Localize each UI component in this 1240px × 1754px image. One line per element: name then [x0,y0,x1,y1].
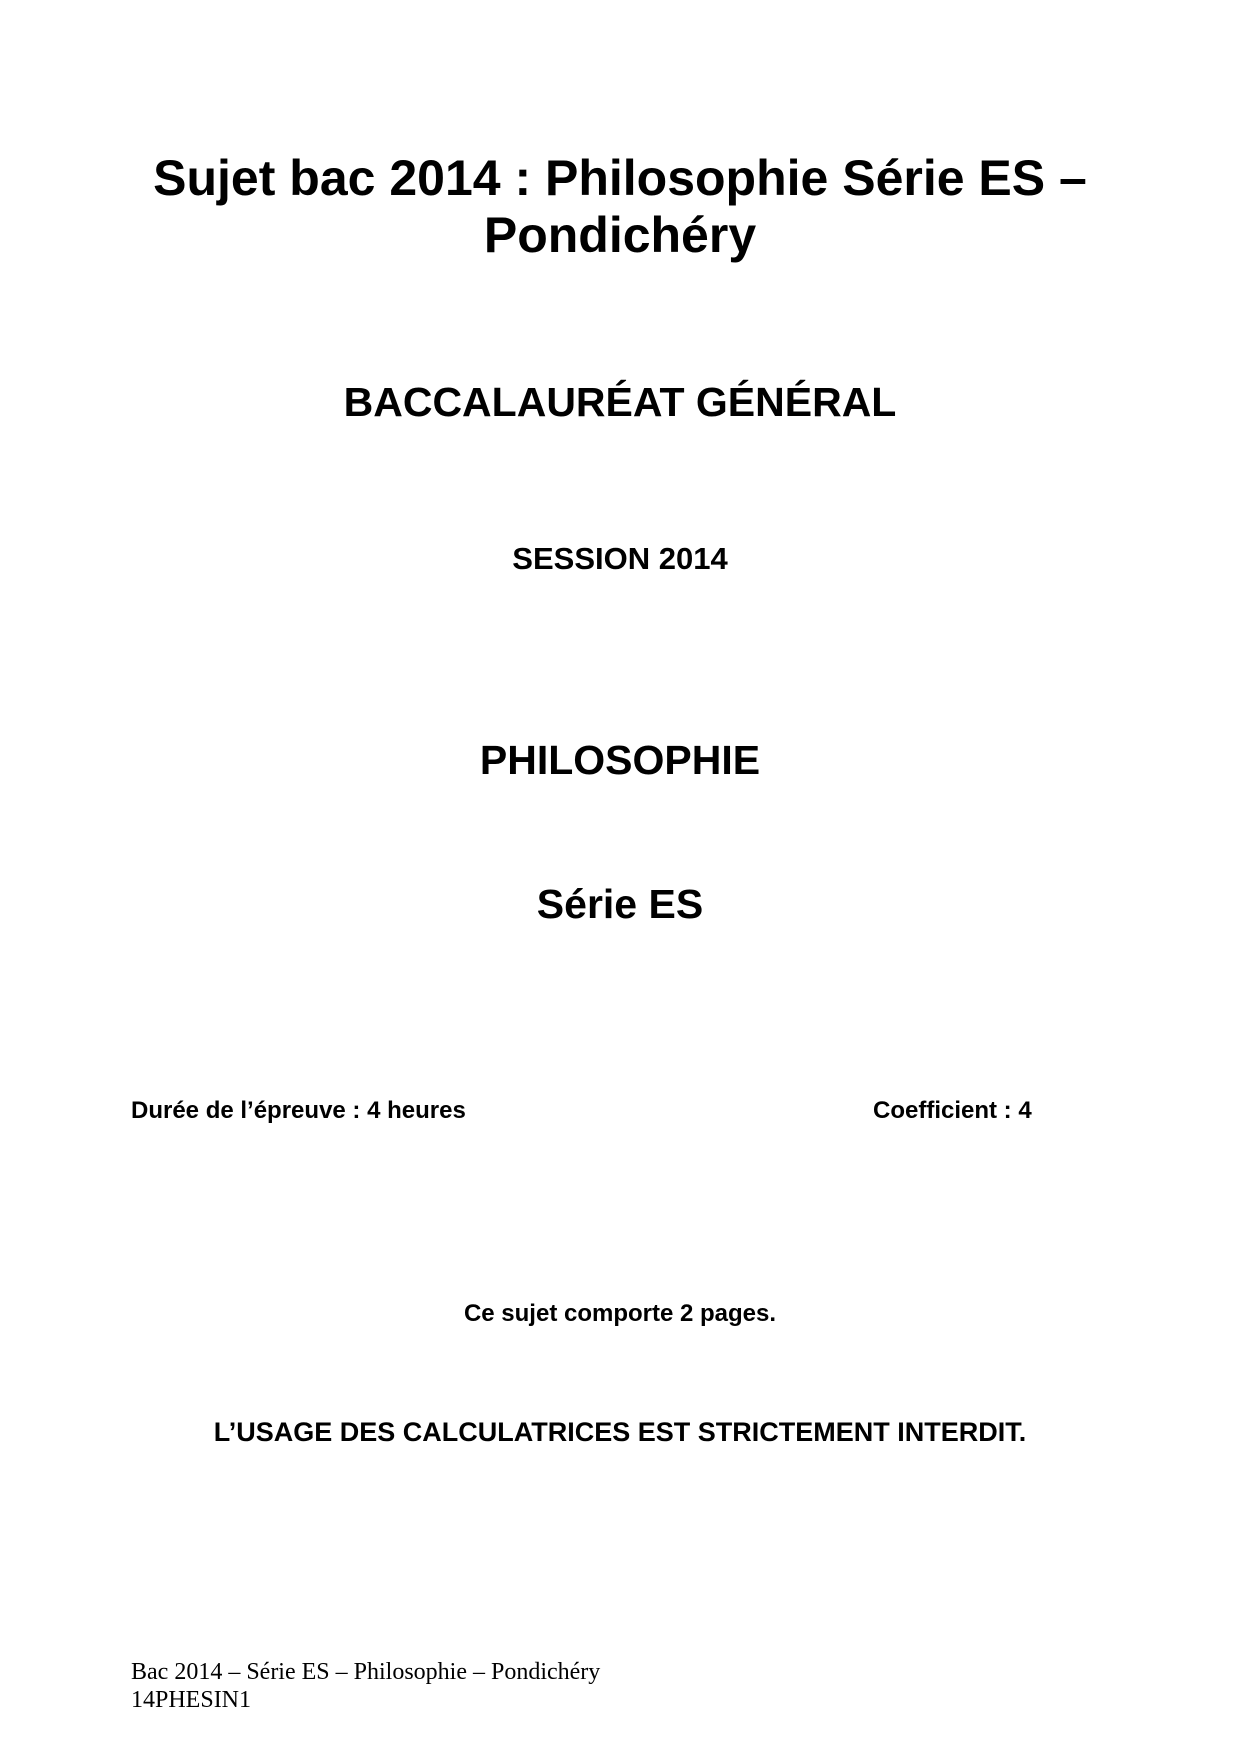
series-heading: Série ES [536,881,704,927]
exam-coefficient: Coefficient : 4 [873,1097,1032,1124]
subject-heading: PHILOSOPHIE [479,737,761,783]
footer-line-1: Bac 2014 – Série ES – Philosophie – Pondichéry [131,1659,601,1685]
calculator-warning: L’USAGE DES CALCULATRICES EST STRICTEMENT INTERDIT. [213,1417,1027,1447]
pages-note: Ce sujet comporte 2 pages. [463,1300,777,1327]
page-title [0,150,1240,264]
exam-name-heading: BACCALAURÉAT GÉNÉRAL [343,379,897,425]
exam-duration: Durée de l’épreuve : 4 heures [131,1097,466,1124]
footer-line-2: 14PHESIN1 [131,1687,252,1713]
session-heading: SESSION 2014 [512,541,728,576]
page-title-line-1: Sujet bac 2014 : Philosophie Série ES – [153,150,1087,206]
page-title-line-2: Pondichéry [483,207,757,263]
page-footer [131,1658,600,1714]
